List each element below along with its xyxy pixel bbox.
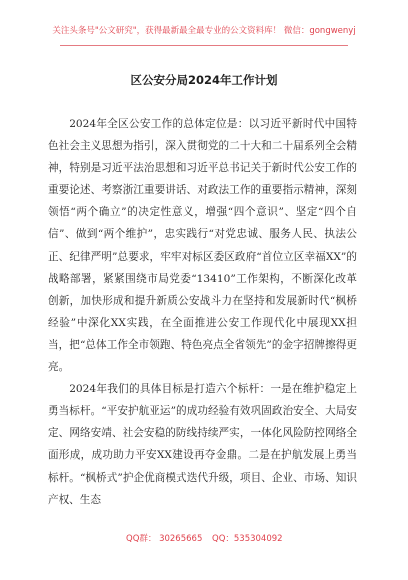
document-body	[48, 113, 357, 511]
header-divider	[60, 45, 348, 46]
footer-qq-group: QQ群： 30265665	[126, 534, 203, 544]
document-title: 区公安分局2024年工作计划	[130, 73, 278, 87]
header-promo: 关注头条号"公文研究"，获得最新最全最专业的公文资料库！ 微信：gongwenyj	[52, 26, 356, 36]
paragraph-2: 2024年我们的具体目标是打造六个标杆：一是在维护稳定上勇当标杆。“平安护航亚运”的成功经验有效巩固政治安全、大局安定、网络安靖、社会安稳的防线持续严实，一体化风险防控网络全面形成，成功助力平安XX建设再夺金鼎。二是在护航发展上勇当标杆。“枫桥式”护企优商模式迭代升级，项目、企业、市场、知识产权、生态	[48, 383, 357, 506]
footer-qq: QQ：535304092	[212, 534, 283, 544]
paragraph-1: 2024年全区公安工作的总体定位是：以习近平新时代中国特色社会主义思想为指引，深入贯彻党的二十大和二十届系列全会精神，特别是习近平法治思想和习近平总书记关于新时代公安工作的重要论述、考察浙江重要讲话、对政法工作的重要指示精神，深刻领悟“两个确立”的决定性意义，增强“四个意识”、坚定“四个自信”、做到“两个维护”，忠实践行“对党忠诚、服务人民、执法公正、纪律严明”总要求，牢牢对标区委区政府“首位立区幸福XX”的战略部署，紧紧围绕市局党委“13410”工作架构，不断深化改革创新，加快形成和提升新质公安战斗力在坚持和发展新时代“枫桥经验”中深化XX实践，在全面推进公安工作现代化中展现XX担当，把“总体工作全市领跑、特色亮点全省领先”的金字招牌擦得更亮。	[48, 118, 357, 374]
